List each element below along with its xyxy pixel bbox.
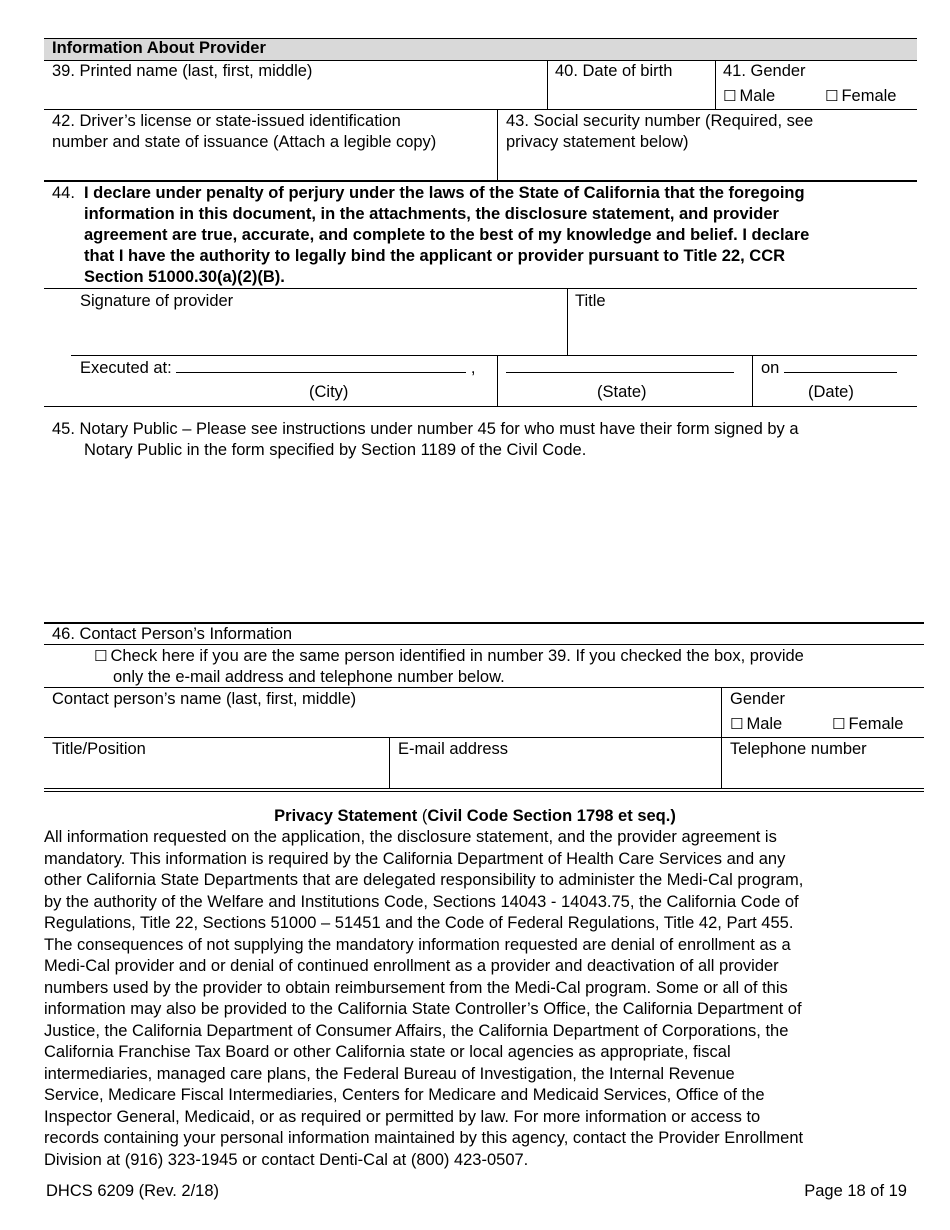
date-of-birth-field[interactable]: 40. Date of birth — [555, 62, 673, 80]
ssn-field-line2: privacy statement below) — [506, 133, 689, 151]
divider — [497, 110, 498, 180]
gender-female-option[interactable]: ☐ Female — [825, 87, 897, 105]
checkbox-icon[interactable]: ☐ — [832, 716, 846, 733]
signature-of-provider-field[interactable]: Signature of provider — [80, 292, 234, 310]
privacy-line: records containing your personal information maintained by this agency, contact the Provider Enrollment — [44, 1129, 804, 1147]
divider — [44, 644, 924, 645]
drivers-license-field[interactable]: 42. Driver’s license or state-issued identification — [52, 112, 401, 130]
divider — [44, 180, 917, 182]
notary-public-text-line2: Notary Public in the form specified by Section 1189 of the Civil Code. — [84, 441, 587, 459]
privacy-line: numbers used by the provider to obtain reimbursement from the Medi-Cal program. Some or all of this — [44, 978, 788, 997]
privacy-statement-body — [44, 827, 914, 1171]
divider — [44, 737, 924, 738]
divider — [44, 288, 917, 289]
declaration-text-line: that I have the authority to legally bind the applicant or provider pursuant to Title 22, CCR — [84, 247, 786, 265]
state-caption: (State) — [597, 383, 647, 401]
divider — [44, 791, 924, 792]
section-header-label: Information About Provider — [52, 39, 266, 57]
same-person-checkbox[interactable]: ☐ Check here if you are the same person identified in number 39. If you checked the box, provide — [94, 647, 804, 665]
printed-name-field[interactable]: 39. Printed name (last, first, middle) — [52, 62, 313, 80]
declaration-number: 44. — [52, 184, 75, 202]
ssn-field[interactable]: 43. Social security number (Required, see — [506, 112, 814, 130]
checkbox-icon[interactable]: ☐ — [94, 648, 108, 665]
contact-gender-male-option[interactable]: ☐ Male — [730, 715, 783, 733]
contact-person-header: 46. Contact Person’s Information — [52, 625, 292, 643]
privacy-line: Service, Medicare Fiscal Intermediaries, Centers for Medicare and Medicaid Services, Office of the — [44, 1086, 765, 1104]
privacy-line: by the authority of the Welfare and Institutions Code, Sections 14043 - 14043.75, the California Code of — [44, 892, 799, 911]
state-blank[interactable] — [506, 358, 734, 373]
privacy-line: All information requested on the application, the disclosure statement, and the provider agreement is — [44, 828, 777, 846]
divider — [71, 355, 917, 356]
same-person-checkbox-line2: only the e-mail address and telephone number below. — [113, 668, 505, 686]
divider — [721, 688, 722, 788]
title-field[interactable]: Title — [575, 292, 606, 310]
divider — [44, 788, 924, 789]
privacy-line: information may also be provided to the California State Controller’s Office, the California Department of — [44, 1000, 802, 1018]
divider — [715, 60, 716, 110]
executed-at-date-field[interactable]: on — [761, 358, 897, 379]
contact-name-field[interactable]: Contact person’s name (last, first, middle) — [52, 690, 357, 708]
date-blank[interactable] — [784, 358, 897, 373]
privacy-line: Division at (916) 323-1945 or contact Denti-Cal at (800) 423-0507. — [44, 1150, 529, 1169]
email-address-field[interactable]: E-mail address — [398, 740, 509, 758]
title-position-field[interactable]: Title/Position — [52, 740, 146, 758]
privacy-line: intermediaries, managed care plans, the Federal Bureau of Investigation, the Internal Revenue — [44, 1064, 735, 1083]
divider — [567, 289, 568, 355]
contact-gender-female-option[interactable]: ☐ Female — [832, 715, 904, 733]
divider — [752, 356, 753, 406]
page-number: Page 18 of 19 — [804, 1182, 907, 1200]
divider — [44, 687, 924, 688]
checkbox-icon[interactable]: ☐ — [825, 88, 839, 105]
telephone-number-field[interactable]: Telephone number — [730, 740, 867, 758]
date-caption: (Date) — [808, 383, 854, 401]
declaration-text-line: information in this document, in the attachments, the disclosure statement, and provider — [84, 205, 779, 223]
executed-at-city-field[interactable]: Executed at: , — [80, 359, 476, 377]
privacy-line: The consequences of not supplying the mandatory information requested are denial of enrollment as a — [44, 935, 791, 954]
declaration-text-line: agreement are true, accurate, and complete to the best of my knowledge and belief. I declare — [84, 226, 810, 244]
contact-gender-label: Gender — [730, 690, 786, 708]
privacy-line: mandatory. This information is required by the California Department of Health Care Services and any — [44, 849, 786, 868]
divider — [44, 406, 917, 407]
divider — [389, 738, 390, 788]
city-caption: (City) — [309, 383, 349, 401]
divider — [497, 356, 498, 406]
declaration-text-line: Section 51000.30(a)(2)(B). — [84, 268, 285, 286]
privacy-line: California Franchise Tax Board or other California state or local agencies as appropriate, fiscal — [44, 1043, 731, 1061]
privacy-line: other California State Departments that are delegated responsibility to administer the Medi-Cal program, — [44, 871, 804, 889]
gender-label: 41. Gender — [723, 62, 806, 80]
privacy-statement-title: Privacy Statement (Civil Code Section 1798 et seq.) — [274, 807, 676, 825]
privacy-line: Medi-Cal provider and or denial of continued enrollment as a provider and deactivation of all provider — [44, 957, 779, 975]
declaration-text-line: I declare under penalty of perjury under the laws of the State of California that the foregoing — [84, 184, 805, 202]
checkbox-icon[interactable]: ☐ — [730, 716, 744, 733]
divider — [44, 109, 917, 110]
checkbox-icon[interactable]: ☐ — [723, 88, 737, 105]
notary-public-text: 45. Notary Public – Please see instructions under number 45 for who must have their form signed by a — [52, 420, 799, 438]
city-blank[interactable] — [176, 358, 466, 373]
divider — [547, 60, 548, 110]
privacy-line: Justice, the California Department of Consumer Affairs, the California Department of Corporations, the — [44, 1021, 789, 1040]
privacy-line: Regulations, Title 22, Sections 51000 – 51451 and the Code of Federal Regulations, Title 42, Part 455. — [44, 914, 794, 932]
drivers-license-field-line2: number and state of issuance (Attach a legible copy) — [52, 133, 437, 151]
form-id: DHCS 6209 (Rev. 2/18) — [46, 1182, 220, 1200]
privacy-line: Inspector General, Medicaid, or as required or permitted by law. For more information or access to — [44, 1107, 761, 1126]
executed-at-state-field[interactable] — [506, 358, 734, 379]
gender-male-option[interactable]: ☐ Male — [723, 87, 776, 105]
